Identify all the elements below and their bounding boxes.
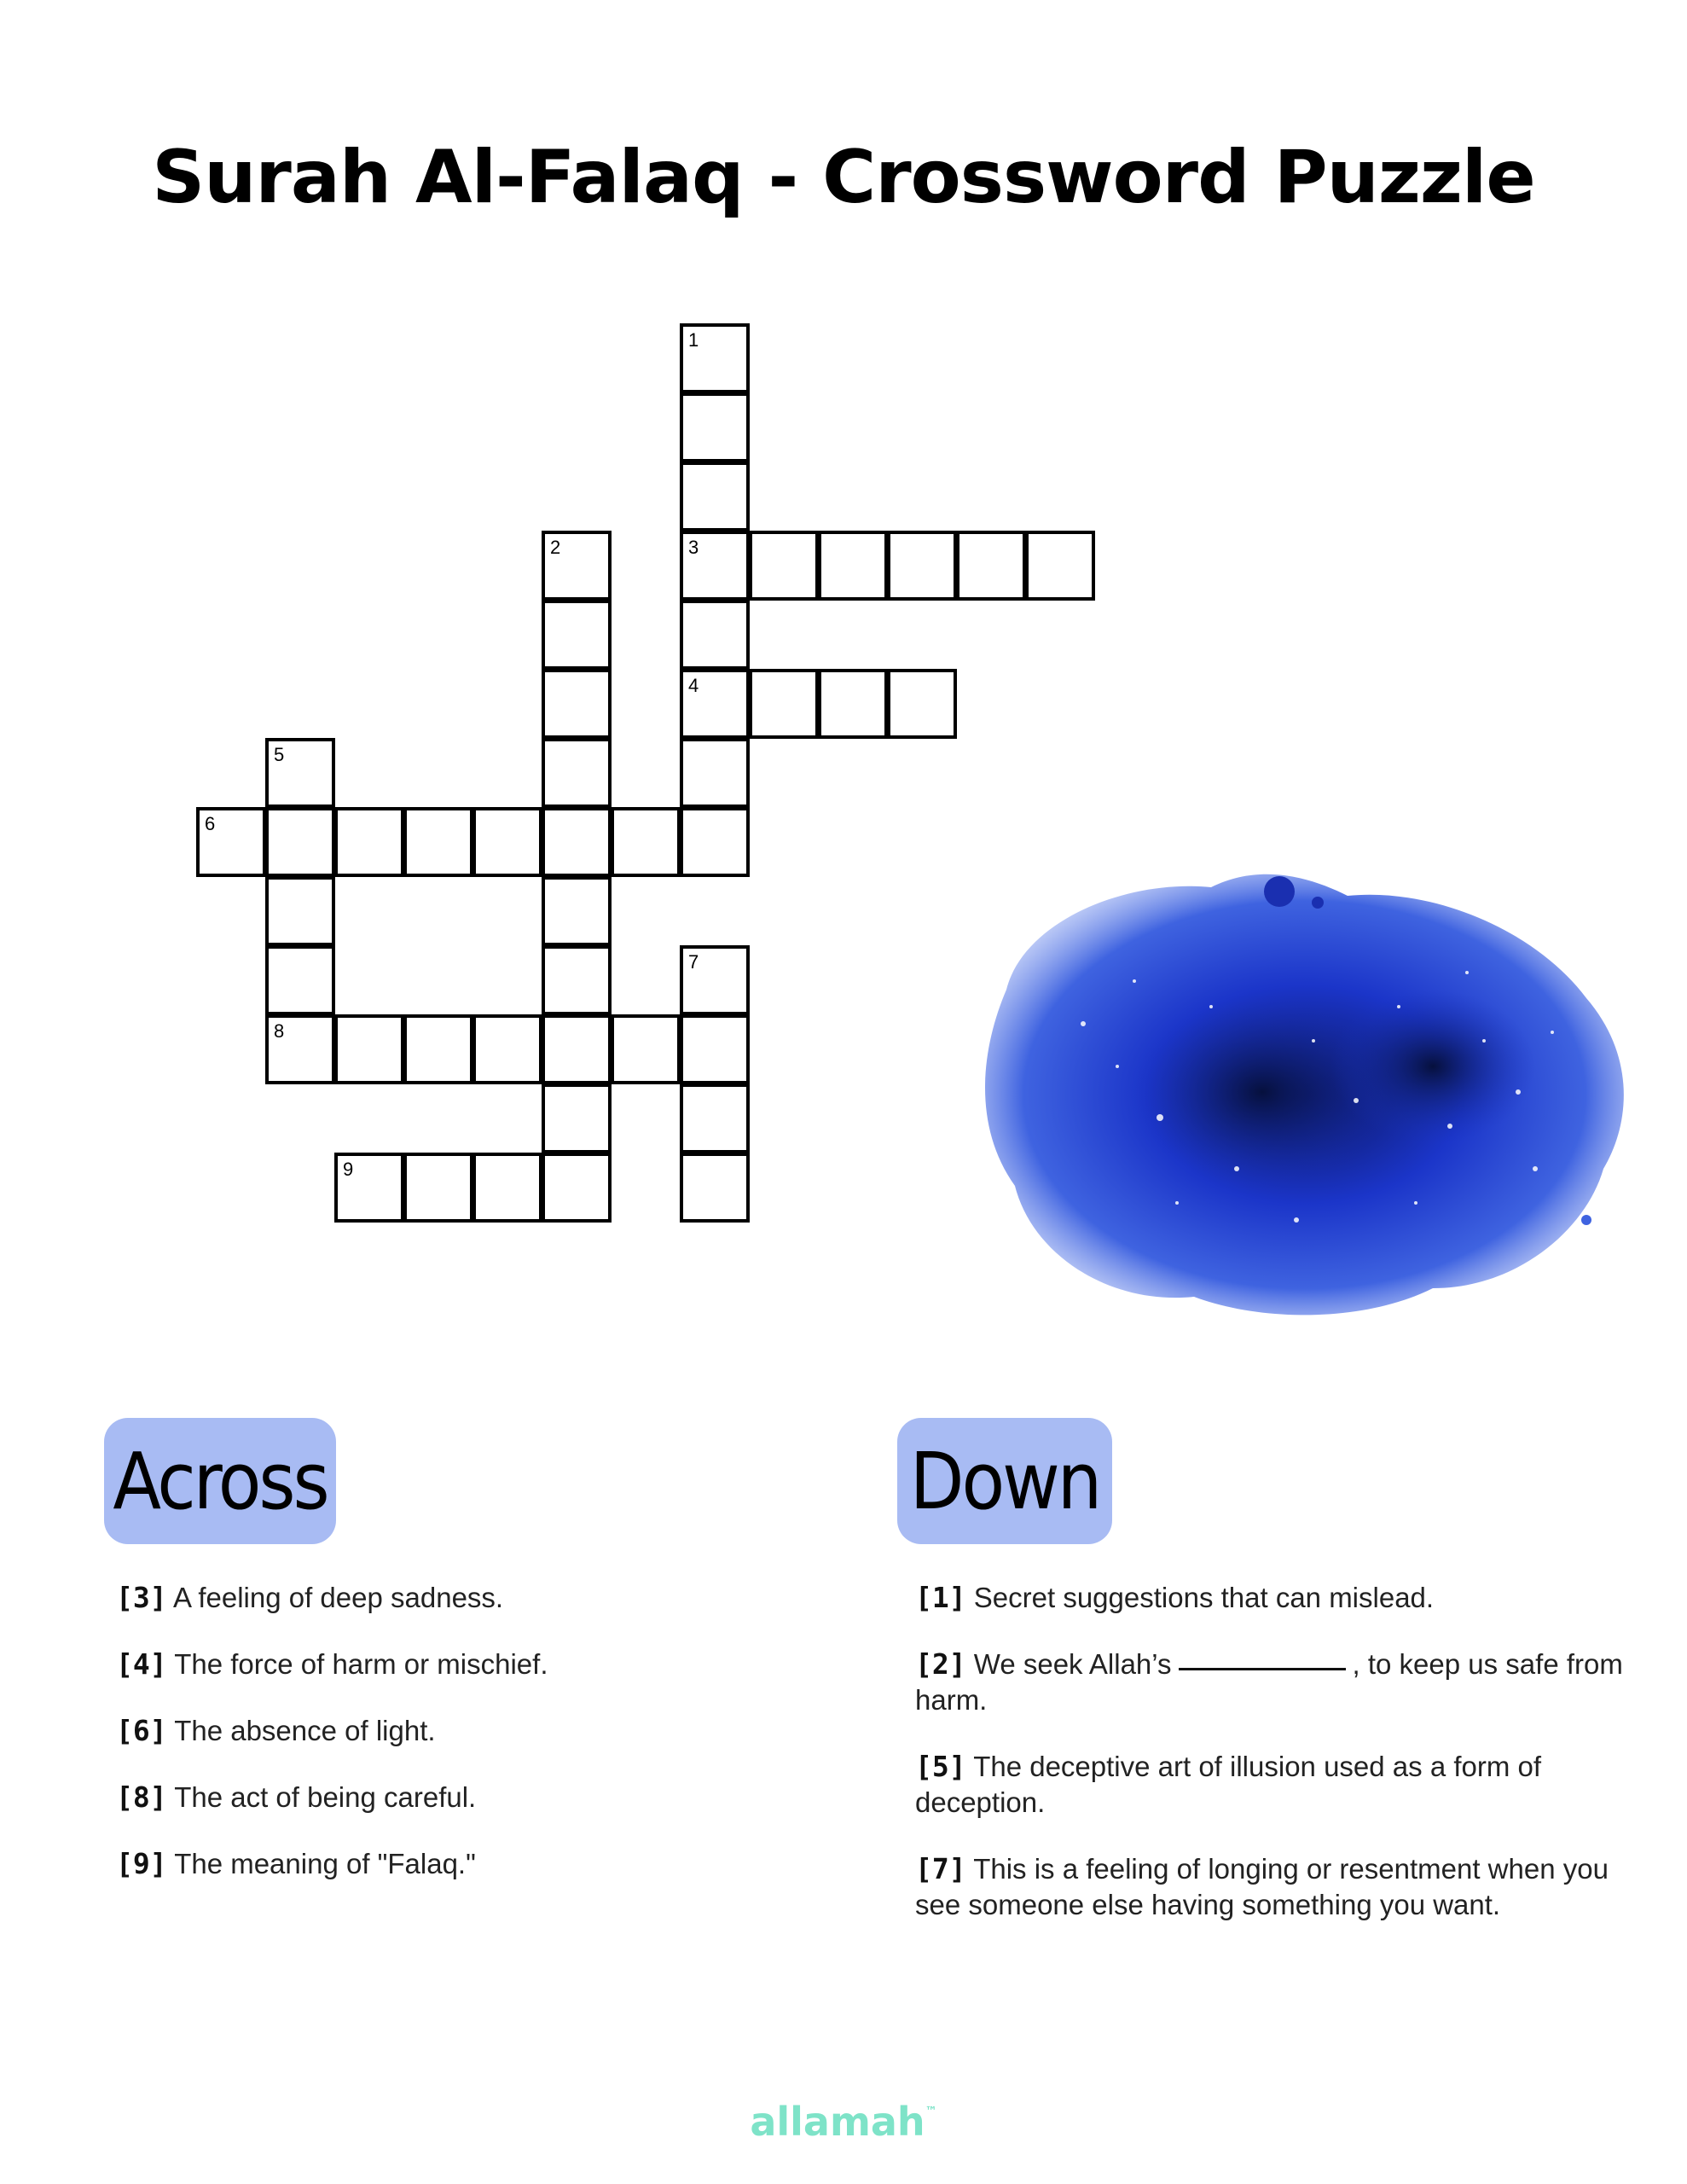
clue-text: The act of being careful. (174, 1781, 477, 1813)
crossword-cell[interactable] (265, 1014, 335, 1084)
crossword-cell[interactable] (542, 1083, 612, 1153)
trademark-mark: ™ (925, 2105, 937, 2118)
crossword-cell[interactable] (196, 807, 266, 877)
clue-item (116, 1780, 815, 1815)
clue-number-label: 4 (688, 675, 699, 696)
crossword-cell[interactable] (472, 807, 542, 877)
crossword-cell[interactable] (749, 669, 819, 739)
crossword-cell[interactable] (472, 1014, 542, 1084)
clue-text: We seek Allah’s (973, 1648, 1172, 1680)
clue-text: This is a feeling of longing or resentment when you see someone else having something you want. (915, 1853, 1609, 1920)
clue-item (116, 1846, 815, 1882)
crossword-cell[interactable] (680, 945, 750, 1015)
clue-number-label: 3 (688, 537, 699, 558)
crossword-cell[interactable] (680, 669, 750, 739)
crossword-cell[interactable] (403, 1014, 473, 1084)
clue-number: [4] (116, 1647, 167, 1681)
clue-text: The absence of light. (174, 1715, 436, 1746)
crossword-cell[interactable] (680, 392, 750, 462)
clue-number: [9] (116, 1847, 167, 1880)
crossword-cell[interactable] (265, 876, 335, 946)
crossword-cell[interactable] (334, 1153, 404, 1223)
crossword-cell[interactable] (818, 669, 888, 739)
clue-number-label: 6 (205, 813, 216, 834)
brand-name: allamah (750, 2099, 925, 2145)
crossword-cell[interactable] (542, 531, 612, 601)
across-clues (116, 1580, 815, 1913)
clue-number: [6] (116, 1714, 167, 1747)
brand-logo (0, 2099, 1687, 2145)
crossword-cell[interactable] (749, 531, 819, 601)
crossword-cell[interactable] (680, 1153, 750, 1223)
clue-number-label: 7 (688, 951, 699, 973)
watercolor-galaxy-image (955, 845, 1655, 1339)
crossword-cell[interactable] (611, 1014, 681, 1084)
crossword-cell[interactable] (680, 1014, 750, 1084)
clue-item (915, 1647, 1623, 1718)
crossword-cell[interactable] (542, 669, 612, 739)
crossword-cell[interactable] (542, 945, 612, 1015)
clue-item (915, 1851, 1623, 1923)
crossword-cell[interactable] (542, 1153, 612, 1223)
clue-number: [5] (915, 1750, 966, 1783)
crossword-cell[interactable] (403, 1153, 473, 1223)
crossword-cell[interactable] (680, 738, 750, 808)
clue-item (915, 1580, 1623, 1616)
clue-item (116, 1713, 815, 1749)
crossword-cell[interactable] (680, 1083, 750, 1153)
clue-number-label: 2 (550, 537, 561, 558)
clue-text: The deceptive art of illusion used as a form of deception. (915, 1751, 1542, 1818)
crossword-cell[interactable] (542, 807, 612, 877)
clue-text: The meaning of "Falaq." (174, 1848, 476, 1879)
crossword-cell[interactable] (542, 1014, 612, 1084)
crossword-cell[interactable] (818, 531, 888, 601)
crossword-cell[interactable] (334, 1014, 404, 1084)
clue-text: A feeling of deep sadness. (172, 1582, 504, 1613)
clue-number-label: 8 (274, 1020, 285, 1042)
clue-text: Secret suggestions that can mislead. (973, 1582, 1435, 1613)
down-heading: Down (897, 1418, 1112, 1544)
crossword-cell[interactable] (265, 807, 335, 877)
clue-number-label: 9 (343, 1159, 354, 1180)
clue-item (116, 1580, 815, 1616)
clue-number: [2] (915, 1647, 966, 1681)
crossword-cell[interactable] (334, 807, 404, 877)
page-title: Surah Al-Falaq - Crossword Puzzle (152, 135, 1535, 220)
crossword-cell[interactable] (680, 807, 750, 877)
crossword-cell[interactable] (1025, 531, 1095, 601)
clue-number-label: 1 (688, 329, 699, 351)
across-heading: Across (104, 1418, 336, 1544)
crossword-cell[interactable] (542, 738, 612, 808)
crossword-cell[interactable] (680, 531, 750, 601)
clue-item (116, 1647, 815, 1682)
crossword-cell[interactable] (956, 531, 1026, 601)
crossword-cell[interactable] (611, 807, 681, 877)
clue-number-label: 5 (274, 744, 285, 765)
crossword-cell[interactable] (542, 876, 612, 946)
clue-number: [1] (915, 1581, 966, 1614)
down-clues (915, 1580, 1623, 1954)
crossword-cell[interactable] (265, 738, 335, 808)
crossword-cell[interactable] (542, 600, 612, 670)
clue-number: [3] (116, 1581, 167, 1614)
crossword-cell[interactable] (680, 462, 750, 531)
crossword-cell[interactable] (680, 323, 750, 393)
crossword-cell[interactable] (680, 600, 750, 670)
crossword-cell[interactable] (403, 807, 473, 877)
crossword-cell[interactable] (887, 669, 957, 739)
crossword-cell[interactable] (265, 945, 335, 1015)
answer-blank (1179, 1668, 1346, 1670)
clue-number: [7] (915, 1852, 966, 1885)
crossword-cell[interactable] (887, 531, 957, 601)
crossword-cell[interactable] (472, 1153, 542, 1223)
clue-text: The force of harm or mischief. (174, 1648, 548, 1680)
clue-number: [8] (116, 1780, 167, 1814)
clue-item (915, 1749, 1623, 1821)
clue-text: , to keep us safe from harm. (915, 1648, 1623, 1716)
